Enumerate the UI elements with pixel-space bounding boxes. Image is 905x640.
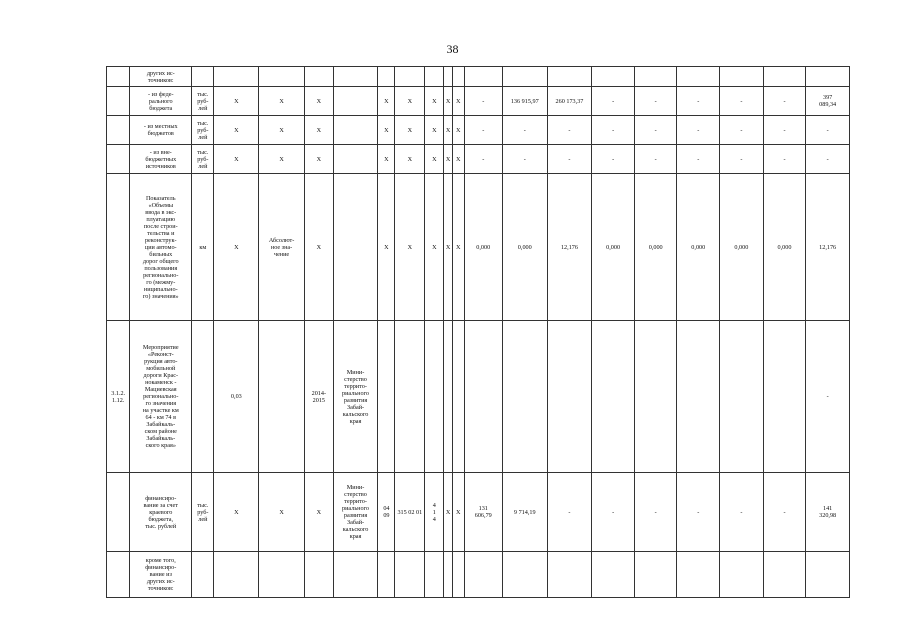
cell-value-8: -	[763, 145, 806, 174]
cell-c4: 0,03	[214, 321, 259, 473]
cell-value-4: 0,000	[592, 174, 635, 321]
cell-c8: X	[378, 87, 395, 116]
cell-value-4: -	[592, 116, 635, 145]
cell-name: - из местных бюджетов	[130, 116, 192, 145]
cell-code	[107, 145, 130, 174]
cell-c8: 04 09	[378, 473, 395, 552]
cell-c9	[395, 321, 425, 473]
cell-value-2	[502, 67, 547, 87]
cell-unit: тыс. руб- лей	[192, 473, 214, 552]
cell-name: - из феде- рального бюджета	[130, 87, 192, 116]
cell-c4: X	[214, 145, 259, 174]
cell-c10	[425, 552, 444, 598]
cell-value-2: -	[502, 116, 547, 145]
cell-c12: X	[452, 145, 464, 174]
table-row	[107, 473, 850, 552]
cell-value-3: -	[547, 116, 592, 145]
cell-code	[107, 174, 130, 321]
cell-value-4: -	[592, 145, 635, 174]
cell-c7	[333, 67, 378, 87]
cell-unit	[192, 67, 214, 87]
cell-value-8	[763, 67, 806, 87]
cell-c5	[259, 552, 305, 598]
cell-name: других ис- точников:	[130, 67, 192, 87]
cell-value-6	[677, 552, 720, 598]
cell-c4: X	[214, 473, 259, 552]
cell-c11	[444, 67, 453, 87]
cell-value-1	[464, 321, 502, 473]
table-row	[107, 116, 850, 145]
table-row	[107, 87, 850, 116]
cell-c11: X	[444, 145, 453, 174]
cell-value-1: -	[464, 87, 502, 116]
cell-value-6	[677, 67, 720, 87]
cell-c5: X	[259, 145, 305, 174]
cell-name: финансиро- вание за счет краевого бюджета, тыс. рублей	[130, 473, 192, 552]
cell-value-7: -	[720, 145, 764, 174]
cell-value-5: -	[634, 87, 677, 116]
cell-value-9: 141 320,98	[806, 473, 850, 552]
cell-c7	[333, 174, 378, 321]
cell-c6: X	[304, 473, 333, 552]
cell-unit: тыс. руб- лей	[192, 87, 214, 116]
cell-c9: X	[395, 145, 425, 174]
cell-c12: X	[452, 174, 464, 321]
cell-c7	[333, 87, 378, 116]
page-number: 38	[446, 42, 459, 56]
table-row	[107, 145, 850, 174]
table-row	[107, 321, 850, 473]
cell-value-7: -	[720, 473, 764, 552]
cell-unit: км	[192, 174, 214, 321]
cell-value-8	[763, 552, 806, 598]
cell-c10: X	[425, 87, 444, 116]
cell-c11	[444, 321, 453, 473]
cell-c7: Мини- стерство террито- риального развития Забай- кальского края	[333, 321, 378, 473]
cell-c9: X	[395, 87, 425, 116]
cell-unit	[192, 321, 214, 473]
cell-c5: X	[259, 87, 305, 116]
cell-c10	[425, 67, 444, 87]
cell-c9	[395, 552, 425, 598]
cell-name: Мероприятие «Реконст- рукция авто- мобильной дороги Крас- нокаменск - Мациевская регионально- го значения на участке км 64 - км 74 в Забайкаль- ском районе Забайкаль- ского края»	[130, 321, 192, 473]
cell-c6: X	[304, 116, 333, 145]
cell-c9: X	[395, 174, 425, 321]
cell-value-3	[547, 67, 592, 87]
cell-value-2	[502, 321, 547, 473]
cell-value-7	[720, 321, 764, 473]
cell-value-6: -	[677, 87, 720, 116]
cell-c11: X	[444, 473, 453, 552]
cell-c4: X	[214, 116, 259, 145]
cell-name: - из вне- бюджетных источников	[130, 145, 192, 174]
cell-value-4: -	[592, 87, 635, 116]
cell-value-5: 0,000	[634, 174, 677, 321]
cell-c4: X	[214, 174, 259, 321]
cell-c6: X	[304, 87, 333, 116]
cell-value-5: -	[634, 473, 677, 552]
cell-value-1: 0,000	[464, 174, 502, 321]
cell-c8	[378, 321, 395, 473]
cell-c8: X	[378, 174, 395, 321]
cell-c5: X	[259, 473, 305, 552]
cell-value-5: -	[634, 145, 677, 174]
cell-value-4	[592, 321, 635, 473]
cell-value-1: 131 606,79	[464, 473, 502, 552]
cell-value-3	[547, 321, 592, 473]
cell-c10: X	[425, 174, 444, 321]
cell-value-3: 12,176	[547, 174, 592, 321]
cell-c8	[378, 67, 395, 87]
cell-c6	[304, 67, 333, 87]
cell-value-2: 136 915,97	[502, 87, 547, 116]
cell-c7: Мини- стерство террито- риального развития Забай- кальского края	[333, 473, 378, 552]
cell-value-3: -	[547, 473, 592, 552]
cell-c11: X	[444, 116, 453, 145]
cell-c12	[452, 67, 464, 87]
cell-c6: 2014- 2015	[304, 321, 333, 473]
cell-c10: 4 1 4	[425, 473, 444, 552]
cell-value-6: -	[677, 145, 720, 174]
cell-value-4: -	[592, 473, 635, 552]
cell-code	[107, 552, 130, 598]
cell-value-6: -	[677, 473, 720, 552]
cell-c8: X	[378, 116, 395, 145]
cell-c10: X	[425, 145, 444, 174]
cell-c9: 315 02 01	[395, 473, 425, 552]
cell-c7	[333, 552, 378, 598]
cell-c11: X	[444, 87, 453, 116]
cell-value-8: -	[763, 116, 806, 145]
cell-c5: X	[259, 116, 305, 145]
cell-c4: X	[214, 87, 259, 116]
cell-value-7	[720, 67, 764, 87]
cell-value-8	[763, 321, 806, 473]
cell-c12: X	[452, 116, 464, 145]
cell-c6: X	[304, 145, 333, 174]
cell-value-9: -	[806, 145, 850, 174]
cell-value-7: -	[720, 116, 764, 145]
cell-value-6: 0,000	[677, 174, 720, 321]
cell-value-2: -	[502, 145, 547, 174]
cell-value-1: -	[464, 145, 502, 174]
cell-value-2: 0,000	[502, 174, 547, 321]
cell-value-6: -	[677, 116, 720, 145]
cell-value-5	[634, 321, 677, 473]
cell-value-3: -	[547, 145, 592, 174]
cell-value-9: -	[806, 321, 850, 473]
cell-value-1	[464, 67, 502, 87]
cell-value-8: 0,000	[763, 174, 806, 321]
cell-unit: тыс. руб- лей	[192, 116, 214, 145]
cell-code	[107, 473, 130, 552]
cell-c7	[333, 116, 378, 145]
cell-value-8: -	[763, 473, 806, 552]
cell-code	[107, 87, 130, 116]
cell-value-3	[547, 552, 592, 598]
table-row	[107, 67, 850, 87]
cell-name: Показатель «Объемы ввода в экс- плуатацию после строи- тельства и реконструк- ции автомо- бильных дорог общего пользования регионально- го (межму- ниципально- го) значения»	[130, 174, 192, 321]
cell-code	[107, 67, 130, 87]
table-row	[107, 174, 850, 321]
cell-c8	[378, 552, 395, 598]
cell-value-1	[464, 552, 502, 598]
cell-value-9: 12,176	[806, 174, 850, 321]
cell-value-7: -	[720, 87, 764, 116]
cell-c12: X	[452, 473, 464, 552]
cell-value-9	[806, 67, 850, 87]
cell-c12	[452, 552, 464, 598]
cell-c12: X	[452, 87, 464, 116]
cell-c7	[333, 145, 378, 174]
cell-value-5	[634, 552, 677, 598]
cell-value-8: -	[763, 87, 806, 116]
budget-table	[106, 66, 850, 598]
cell-c11: X	[444, 174, 453, 321]
cell-c10: X	[425, 116, 444, 145]
cell-c12	[452, 321, 464, 473]
cell-c8: X	[378, 145, 395, 174]
cell-c4	[214, 67, 259, 87]
cell-c4	[214, 552, 259, 598]
cell-value-9: 397 089,34	[806, 87, 850, 116]
cell-c6	[304, 552, 333, 598]
cell-c5	[259, 67, 305, 87]
cell-c5: Абсолют- ное зна- чение	[259, 174, 305, 321]
cell-c10	[425, 321, 444, 473]
cell-value-1: -	[464, 116, 502, 145]
table-row	[107, 552, 850, 598]
cell-value-7	[720, 552, 764, 598]
cell-value-9	[806, 552, 850, 598]
cell-c9: X	[395, 116, 425, 145]
cell-unit: тыс. руб- лей	[192, 145, 214, 174]
cell-value-4	[592, 67, 635, 87]
cell-value-2	[502, 552, 547, 598]
cell-value-6	[677, 321, 720, 473]
cell-value-7: 0,000	[720, 174, 764, 321]
cell-value-5: -	[634, 116, 677, 145]
cell-c11	[444, 552, 453, 598]
cell-value-5	[634, 67, 677, 87]
cell-code	[107, 116, 130, 145]
cell-value-9: -	[806, 116, 850, 145]
cell-c5	[259, 321, 305, 473]
cell-c6: X	[304, 174, 333, 321]
cell-code: 3.1.2. 1.12.	[107, 321, 130, 473]
cell-value-3: 260 173,37	[547, 87, 592, 116]
cell-unit	[192, 552, 214, 598]
cell-value-4	[592, 552, 635, 598]
cell-c9	[395, 67, 425, 87]
cell-name: кроме того, финансиро- вание из других ис- точников:	[130, 552, 192, 598]
cell-value-2: 9 714,19	[502, 473, 547, 552]
